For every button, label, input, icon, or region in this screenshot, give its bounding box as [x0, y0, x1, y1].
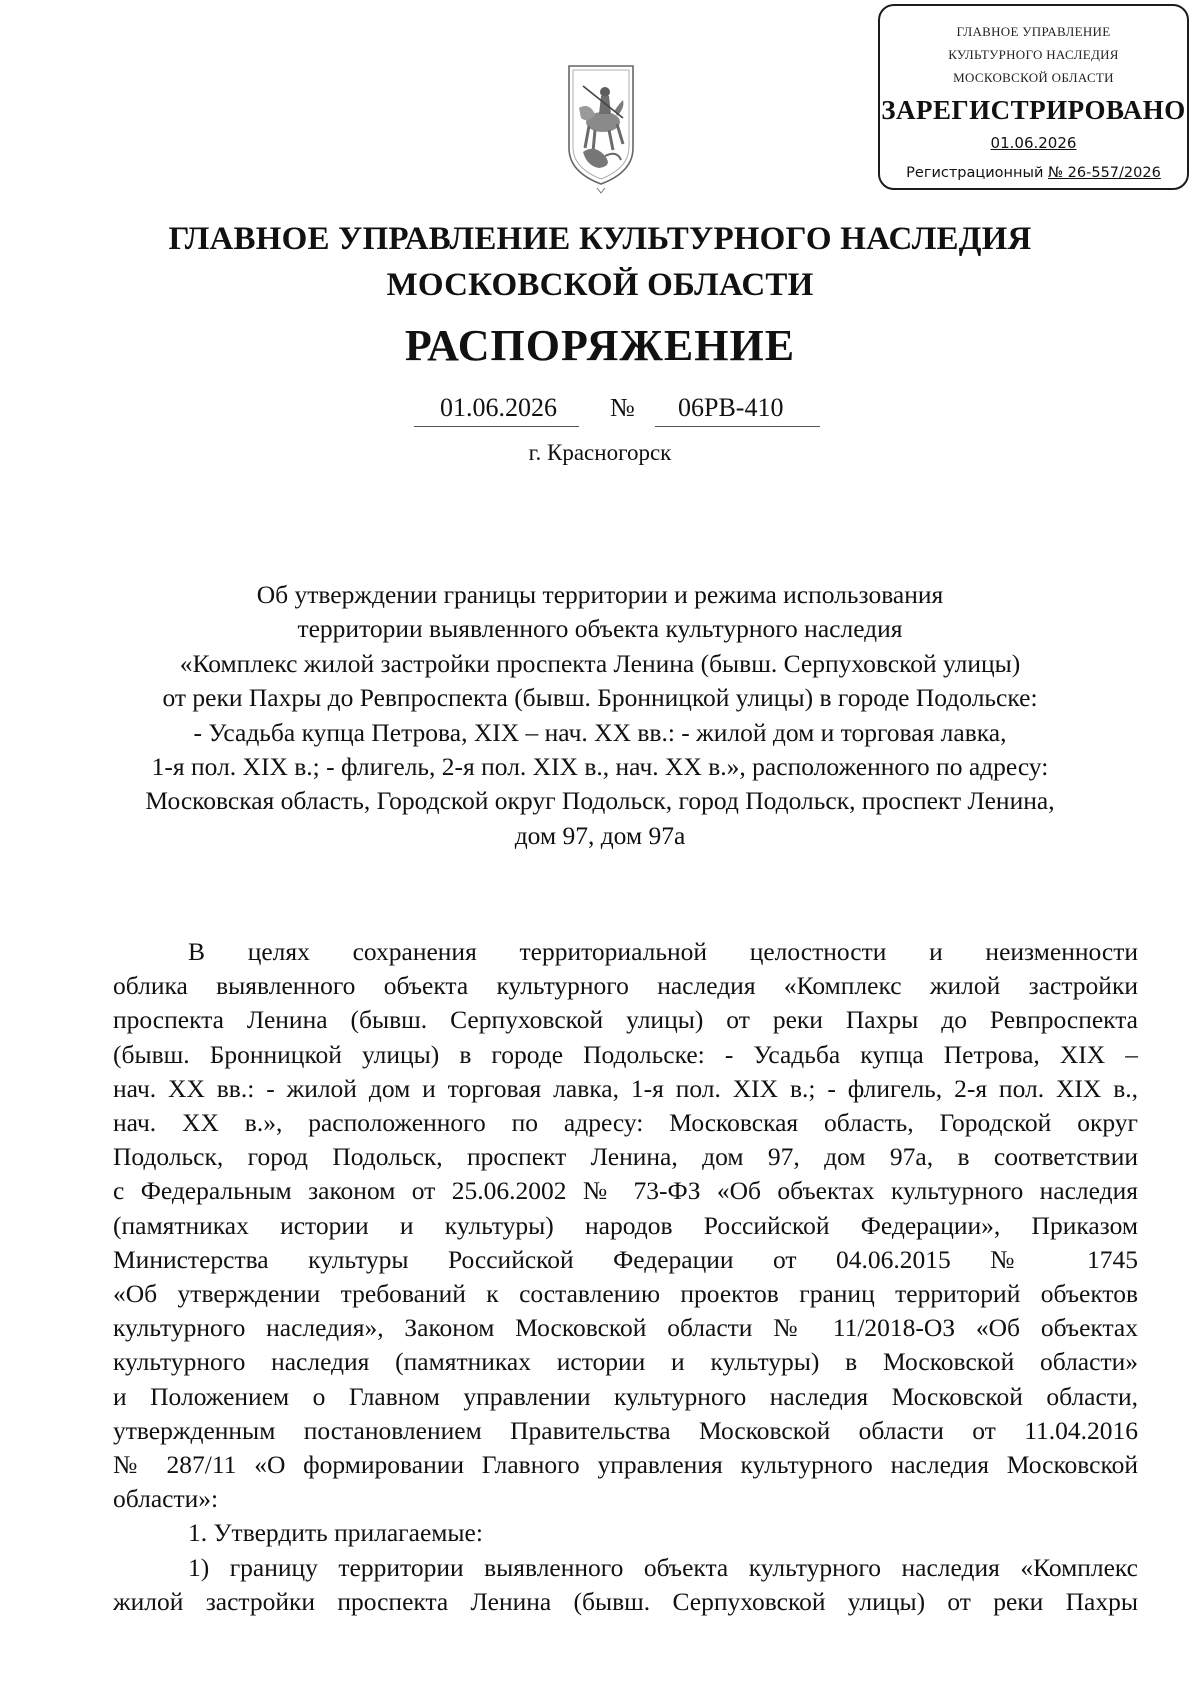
stamp-reg-label: Регистрационный	[906, 165, 1048, 181]
stamp-org-line: КУЛЬТУРНОГО НАСЛЕДИЯ	[948, 47, 1119, 62]
document-number: 06РВ-410	[678, 393, 784, 422]
stamp-reg-number: № 26-557/2026	[1047, 165, 1161, 181]
stamp-org-line: ГЛАВНОЕ УПРАВЛЕНИЕ	[956, 24, 1111, 39]
body-line: с Федеральным законом от 25.06.2002 № 73-ФЗ «Об объектах культурного наследия	[113, 1176, 1138, 1206]
subject-line: Московская область, Городской округ Подольск, город Подольск, проспект Ленина,	[145, 786, 1055, 816]
document-body	[113, 935, 1138, 1619]
body-line: (бывш. Бронницкой улицы) в городе Подольске: - Усадьба купца Петрова, XIX –	[113, 1039, 1138, 1069]
body-line: Министерства культуры Российской Федерации от 04.06.2015 № 1745	[113, 1244, 1138, 1274]
body-line: и Положением о Главном управлении культурного наследия Московской области,	[113, 1381, 1138, 1411]
subject-line: 1-я пол. XIX в.; - флигель, 2-я пол. XIX в., нач. XX в.», расположенного по адресу:	[151, 752, 1049, 782]
document-date: 01.06.2026	[440, 393, 557, 422]
organization-title-line2: МОСКОВСКОЙ ОБЛАСТИ	[386, 267, 814, 303]
organization-title-line1: ГЛАВНОЕ УПРАВЛЕНИЕ КУЛЬТУРНОГО НАСЛЕДИЯ	[168, 221, 1032, 257]
body-line: утвержденным постановлением Правительства Московской области от 11.04.2016	[113, 1415, 1138, 1445]
date-number-line	[410, 393, 830, 429]
organization-title	[0, 216, 1200, 308]
moscow-oblast-coat-of-arms-icon	[565, 60, 637, 194]
body-line: культурного наследия», Законом Московской области № 11/2018-ОЗ «Об объектах	[113, 1313, 1138, 1343]
registration-stamp	[878, 4, 1189, 190]
stamp-org-line: МОСКОВСКОЙ ОБЛАСТИ	[953, 70, 1114, 85]
subject-line: - Усадьба купца Петрова, XIX – нач. XX вв.: - жилой дом и торговая лавка,	[193, 717, 1007, 747]
subject-line: Об утверждении границы территории и режима использования	[256, 580, 944, 609]
body-line: проспекта Ленина (бывш. Серпуховской улицы) от реки Пахры до Ревпроспекта	[113, 1005, 1138, 1035]
body-line: (памятниках истории и культуры) народов Российской Федерации», Приказом	[113, 1210, 1138, 1240]
body-line: облика выявленного объекта культурного наследия «Комплекс жилой застройки	[113, 971, 1138, 1001]
subject-line: «Комплекс жилой застройки проспекта Ленина (бывш. Серпуховской улицы)	[179, 648, 1021, 678]
subject-line: территории выявленного объекта культурного наследия	[297, 614, 903, 644]
body-line: Подольск, город Подольск, проспект Ленина, дом 97, дом 97а, в соответствии	[113, 1142, 1138, 1172]
body-line: культурного наследия (памятниках истории и культуры) в Московской области»	[113, 1347, 1138, 1377]
subject-line: от реки Пахры до Ревпроспекта (бывш. Бронницкой улицы) в городе Подольске:	[162, 683, 1038, 713]
document-kind: РАСПОРЯЖЕНИЕ	[404, 321, 796, 370]
body-line: 1) границу территории выявленного объекта культурного наследия «Комплекс	[188, 1552, 1138, 1582]
body-line: № 287/11 «О формировании Главного управления культурного наследия Московской	[113, 1450, 1138, 1480]
date-underline	[414, 426, 579, 427]
body-line: нач. XX вв.: - жилой дом и торговая лавка, 1-я пол. XIX в.; - флигель, 2-я пол. XIX в.,	[113, 1073, 1138, 1103]
body-line: жилой застройки проспекта Ленина (бывш. Серпуховской улицы) от реки Пахры	[113, 1586, 1138, 1616]
stamp-status: ЗАРЕГИСТРИРОВАНО	[881, 95, 1186, 125]
body-line: 1. Утвердить прилагаемые:	[188, 1518, 483, 1548]
stamp-registration-number	[880, 164, 1187, 182]
stamp-date: 01.06.2026	[990, 134, 1077, 152]
body-line: В целях сохранения территориальной целостности и неизменности	[188, 937, 1138, 966]
document-city: г. Красногорск	[528, 440, 672, 465]
body-line: «Об утверждении требований к составлению проектов границ территорий объектов	[113, 1279, 1138, 1309]
number-underline	[655, 426, 820, 427]
number-sign: №	[610, 393, 635, 422]
body-line: области»:	[113, 1484, 219, 1514]
body-line: нач. XX в.», расположенного по адресу: Московская область, Городской округ	[113, 1108, 1138, 1138]
subject-line: дом 97, дом 97а	[514, 820, 686, 850]
document-subject	[100, 578, 1100, 853]
